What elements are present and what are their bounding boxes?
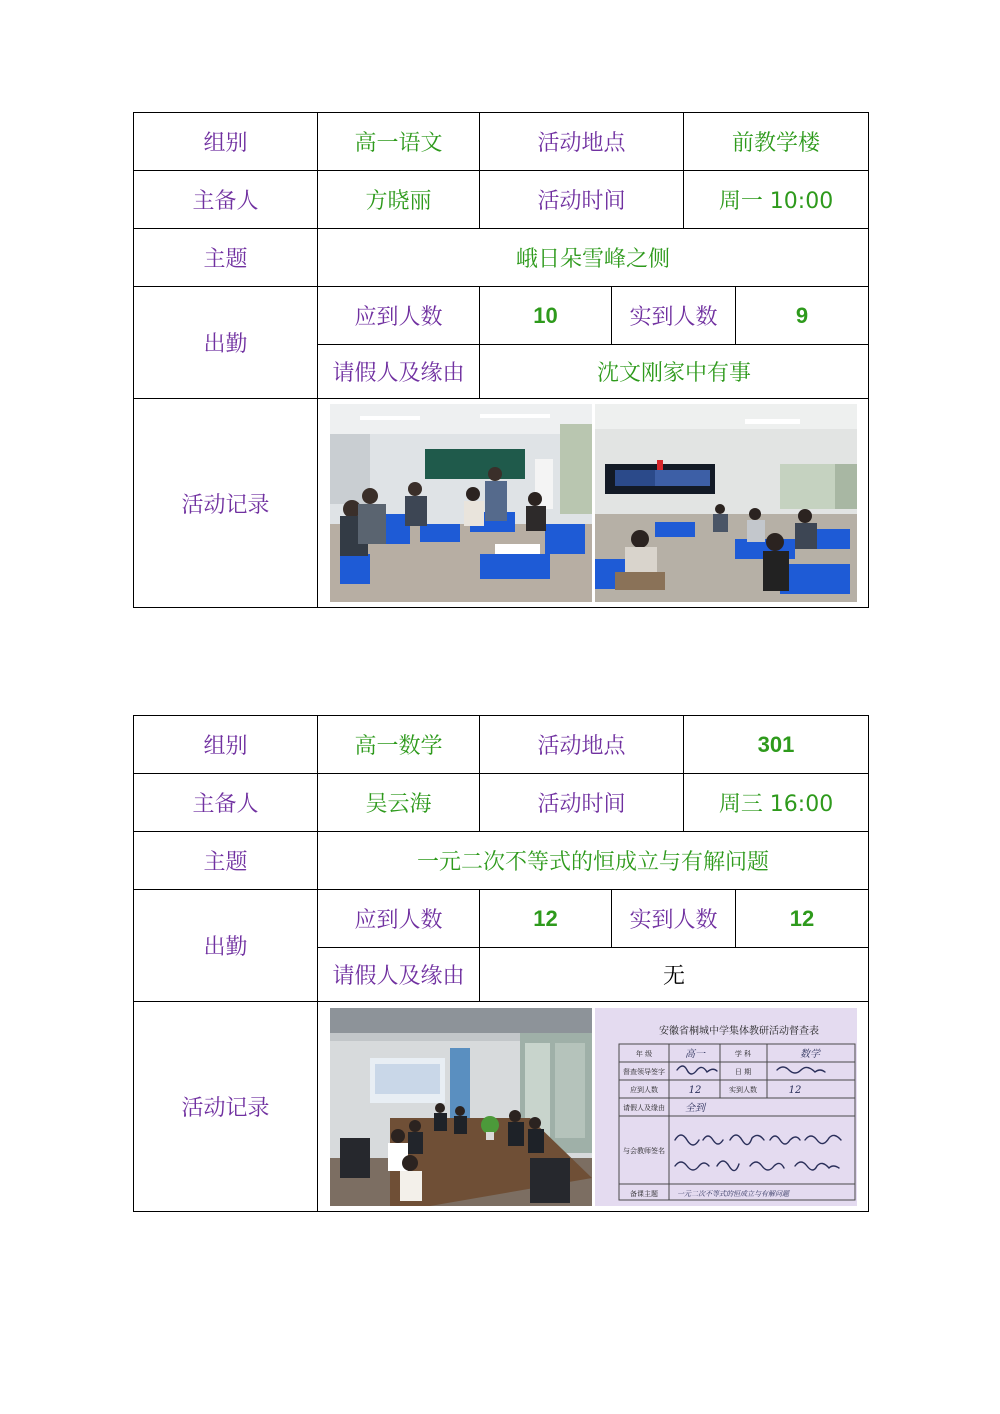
actual-value: 12 [736,890,869,948]
activity-table-2 [133,715,869,1212]
form-topic-label: 备课主题 [629,1189,658,1198]
form-signers-label: 与会教师签名 [622,1146,665,1155]
record-label: 活动记录 [134,1002,318,1212]
expected-label: 应到人数 [318,287,480,345]
form-grade-label: 年 级 [635,1049,652,1058]
form-topic-value: 一元二次不等式的恒成立与有解问题 [676,1189,789,1198]
expected-value: 10 [480,287,612,345]
place-value: 301 [684,716,869,774]
group-value: 高一语文 [318,113,480,171]
leave-value: 无 [480,948,869,1002]
leave-label: 请假人及缘由 [318,345,480,399]
time-label: 活动时间 [480,171,684,229]
time-value: 周一 10:00 [684,171,869,229]
group-label: 组别 [134,716,318,774]
form-subject-value: 数学 [799,1048,820,1060]
form-expected-label: 应到人数 [629,1085,658,1094]
activity-table-1 [133,112,869,608]
signed-form-photo [595,1008,857,1206]
meeting-room-photo [330,1008,592,1206]
form-grade-value: 高一 [684,1048,705,1060]
actual-label: 实到人数 [612,287,736,345]
attendance-label: 出勤 [134,890,318,1002]
record-photos [318,399,869,608]
group-value: 高一数学 [318,716,480,774]
actual-label: 实到人数 [612,890,736,948]
classroom-photo [330,404,592,602]
form-title: 安徽省桐城中学集体教研活动督查表 [658,1025,819,1037]
expected-label: 应到人数 [318,890,480,948]
form-actual-value: 12 [788,1084,801,1096]
record-photos [318,1002,869,1212]
host-value: 吴云海 [318,774,480,832]
place-label: 活动地点 [480,113,684,171]
attendance-label: 出勤 [134,287,318,399]
host-label: 主备人 [134,171,318,229]
form-leader-label: 督查领导签字 [622,1067,665,1076]
form-leave-value: 全到 [684,1102,705,1114]
topic-value: 一元二次不等式的恒成立与有解问题 [318,832,869,890]
time-label: 活动时间 [480,774,684,832]
group-label: 组别 [134,113,318,171]
form-actual-label: 实到人数 [728,1085,757,1094]
leave-value: 沈文刚家中有事 [480,345,869,399]
host-value: 方晓丽 [318,171,480,229]
time-value: 周三 16:00 [684,774,869,832]
topic-label: 主题 [134,229,318,287]
topic-value: 峨日朵雪峰之侧 [318,229,869,287]
form-expected-value: 12 [688,1084,701,1096]
place-label: 活动地点 [480,716,684,774]
actual-value: 9 [736,287,869,345]
record-label: 活动记录 [134,399,318,608]
topic-label: 主题 [134,832,318,890]
leave-label: 请假人及缘由 [318,948,480,1002]
form-subject-label: 学 科 [734,1049,751,1058]
expected-value: 12 [480,890,612,948]
form-leave-label: 请假人及缘由 [622,1103,665,1112]
host-label: 主备人 [134,774,318,832]
classroom-photo [595,404,857,602]
form-date-label: 日 期 [734,1067,751,1076]
place-value: 前教学楼 [684,113,869,171]
